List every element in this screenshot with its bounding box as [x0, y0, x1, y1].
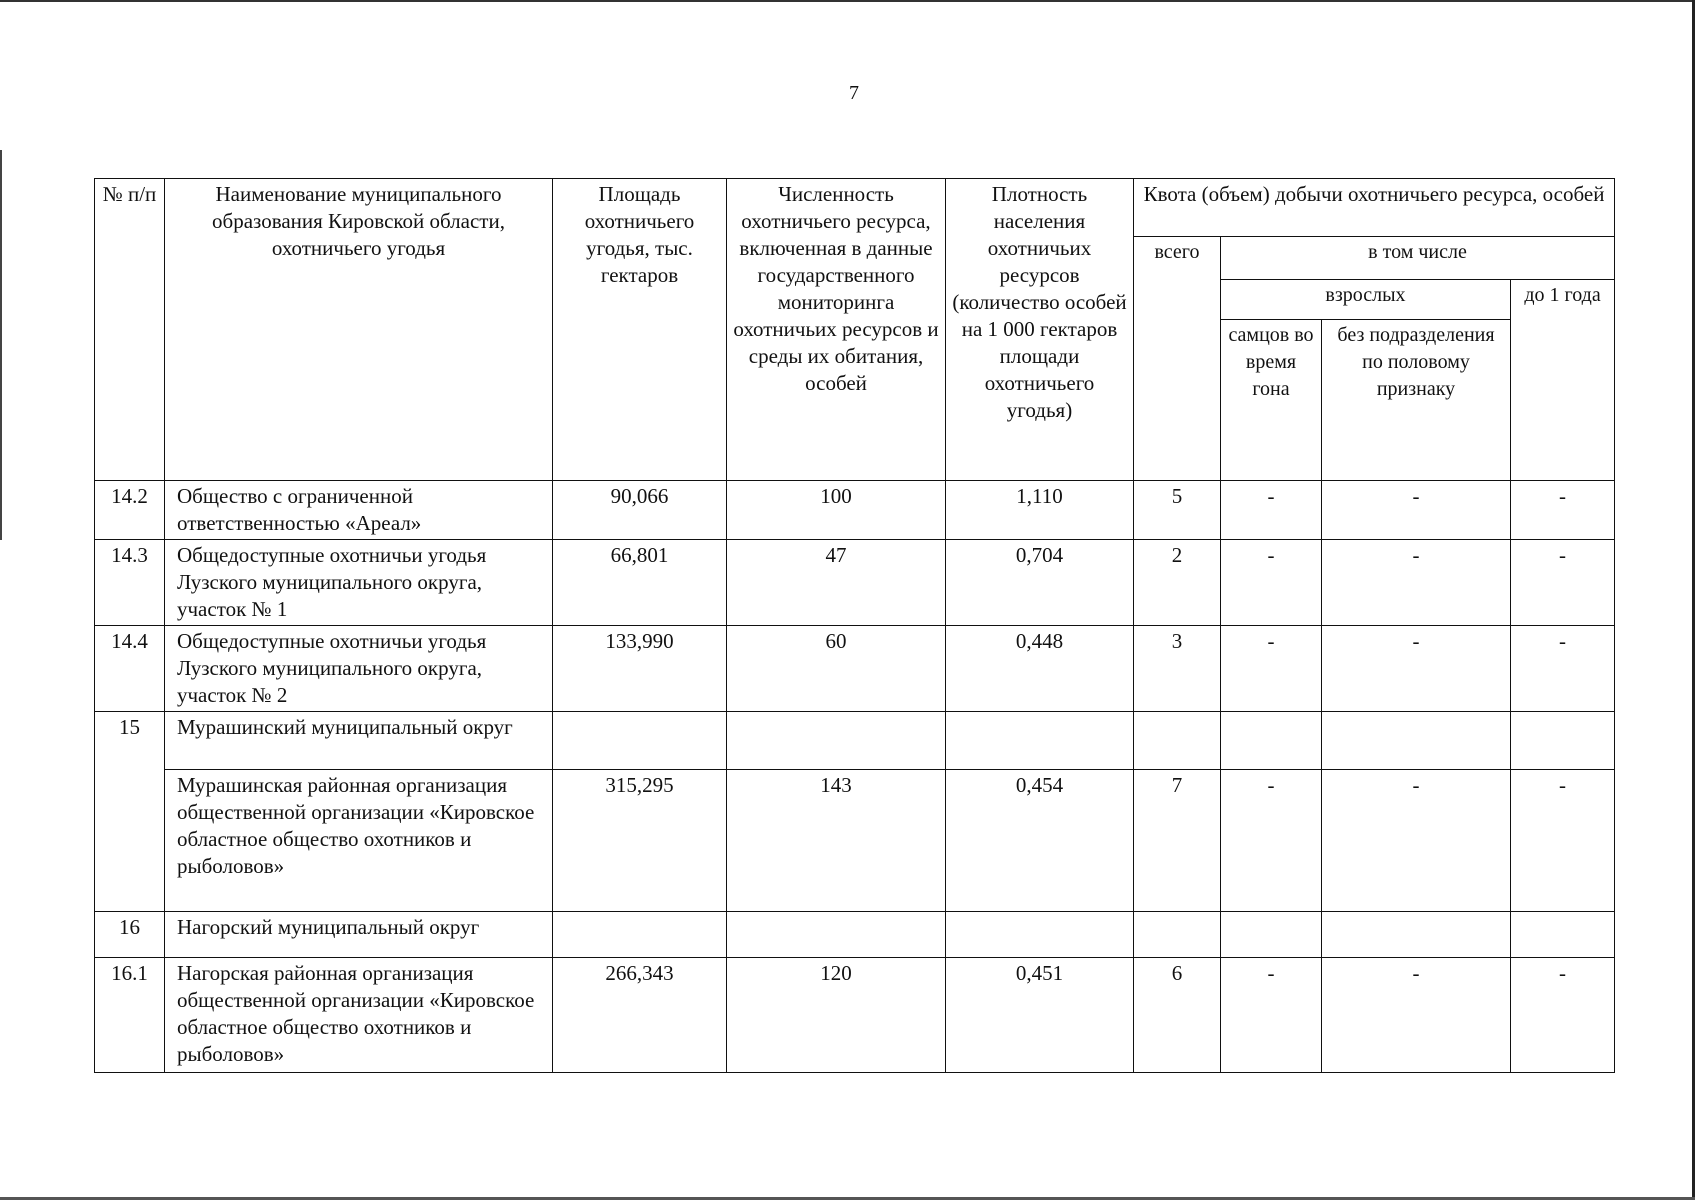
cell-total: 7	[1134, 770, 1221, 912]
cell-name: Общедоступные охотничьи угодья Лузского муниципального округа, участок № 2	[165, 626, 553, 712]
cell-young: -	[1511, 540, 1615, 626]
cell-nosex: -	[1322, 540, 1511, 626]
cell-area: 315,295	[553, 770, 727, 912]
header-density: Плотность населения охотничьих ресурсов (количество особей на 1 000 гектаров площади охотничьего угодья)	[946, 179, 1134, 481]
cell-young: -	[1511, 626, 1615, 712]
header-quota-total: всего	[1134, 237, 1221, 481]
cell-density: 0,704	[946, 540, 1134, 626]
cell-young: -	[1511, 770, 1615, 912]
cell-total: 5	[1134, 481, 1221, 540]
table-row	[95, 770, 1615, 912]
cell-area: 90,066	[553, 481, 727, 540]
cell-total: 2	[1134, 540, 1221, 626]
table-row	[95, 912, 1615, 958]
cell-name: Мурашинский муниципальный округ	[165, 712, 553, 770]
cell-count: 100	[727, 481, 946, 540]
cell-name: Мурашинская районная организация общественной организации «Кировское областное общество охотников и рыболовов»	[165, 770, 553, 912]
table-row	[95, 481, 1615, 540]
cell-no: 16.1	[95, 958, 165, 1073]
cell-density	[946, 712, 1134, 770]
cell-count: 120	[727, 958, 946, 1073]
cell-name: Общество с ограниченной ответственностью «Ареал»	[165, 481, 553, 540]
cell-nosex: -	[1322, 770, 1511, 912]
scan-edge-left	[0, 150, 2, 540]
table-row	[95, 712, 1615, 770]
cell-no: 15	[95, 712, 165, 912]
header-no: № п/п	[95, 179, 165, 481]
cell-total	[1134, 712, 1221, 770]
header-quota-group: Квота (объем) добычи охотничьего ресурса, особей	[1134, 179, 1615, 237]
cell-males	[1221, 912, 1322, 958]
cell-no: 14.4	[95, 626, 165, 712]
cell-count	[727, 712, 946, 770]
header-adults: взрослых	[1221, 280, 1511, 320]
cell-males	[1221, 712, 1322, 770]
header-under-one: до 1 года	[1511, 280, 1615, 481]
cell-density: 1,110	[946, 481, 1134, 540]
header-area: Площадь охотничьего угодья, тыс. гектаров	[553, 179, 727, 481]
cell-nosex	[1322, 712, 1511, 770]
cell-no: 14.3	[95, 540, 165, 626]
cell-density: 0,448	[946, 626, 1134, 712]
cell-total: 6	[1134, 958, 1221, 1073]
table-row	[95, 958, 1615, 1073]
cell-young: -	[1511, 958, 1615, 1073]
cell-males: -	[1221, 770, 1322, 912]
cell-density	[946, 912, 1134, 958]
cell-total	[1134, 912, 1221, 958]
cell-young: -	[1511, 481, 1615, 540]
cell-nosex	[1322, 912, 1511, 958]
cell-nosex: -	[1322, 481, 1511, 540]
table-row	[95, 540, 1615, 626]
cell-area: 133,990	[553, 626, 727, 712]
header-count: Численность охотничьего ресурса, включенная в данные государственного мониторинга охотничьих ресурсов и среды их обитания, особей	[727, 179, 946, 481]
cell-males: -	[1221, 540, 1322, 626]
cell-count: 47	[727, 540, 946, 626]
cell-no: 16	[95, 912, 165, 958]
cell-males: -	[1221, 626, 1322, 712]
cell-area: 266,343	[553, 958, 727, 1073]
header-including: в том числе	[1221, 237, 1615, 280]
cell-name: Нагорский муниципальный округ	[165, 912, 553, 958]
cell-young	[1511, 712, 1615, 770]
cell-area	[553, 712, 727, 770]
table-row	[95, 626, 1615, 712]
page-number: 7	[849, 82, 859, 104]
cell-name: Нагорская районная организация общественной организации «Кировское областное общество охотников и рыболовов»	[165, 958, 553, 1073]
cell-area	[553, 912, 727, 958]
cell-total: 3	[1134, 626, 1221, 712]
cell-density: 0,454	[946, 770, 1134, 912]
cell-name: Общедоступные охотничьи угодья Лузского муниципального округа, участок № 1	[165, 540, 553, 626]
cell-count: 60	[727, 626, 946, 712]
cell-count	[727, 912, 946, 958]
cell-count: 143	[727, 770, 946, 912]
cell-no: 14.2	[95, 481, 165, 540]
cell-nosex: -	[1322, 626, 1511, 712]
header-males-rut: самцов во время гона	[1221, 320, 1322, 481]
cell-males: -	[1221, 958, 1322, 1073]
header-no-sex: без подразделения по половому признаку	[1322, 320, 1511, 481]
cell-young	[1511, 912, 1615, 958]
cell-nosex: -	[1322, 958, 1511, 1073]
quota-table	[94, 178, 1615, 1073]
scan-edge-top	[0, 0, 1695, 2]
header-name: Наименование муниципального образования Кировской области, охотничьего угодья	[165, 179, 553, 481]
cell-area: 66,801	[553, 540, 727, 626]
cell-density: 0,451	[946, 958, 1134, 1073]
cell-males: -	[1221, 481, 1322, 540]
